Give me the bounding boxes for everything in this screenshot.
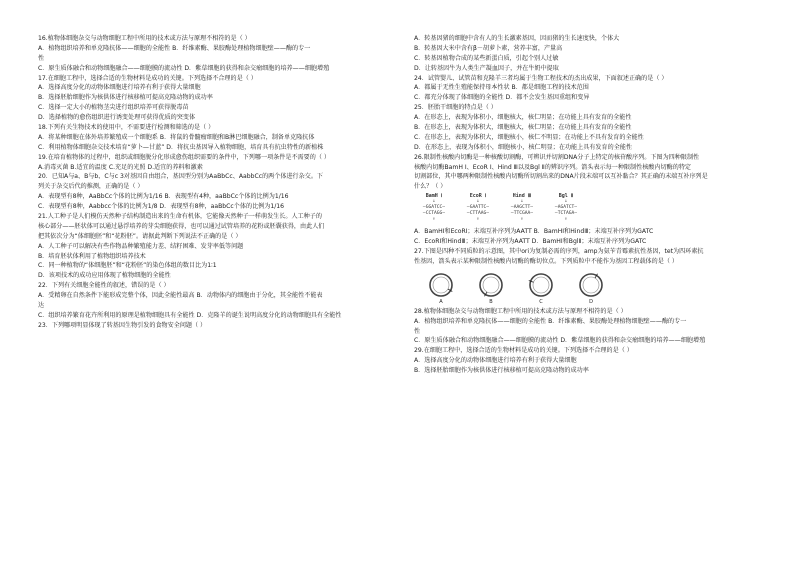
plasmid-ring-icon [477,271,505,299]
text-line: D．让转基因牛为人类生产凝血因子，并在牛奶中提取 [414,64,559,72]
text-line: A．植物组织培养和单克隆抗体——细胞的全能性 B．纤维素酶、果胶酶处理植物细胞壁——酶的专一 [414,317,687,325]
text-line: 25．胚胎干细胞的特点是（ ） [414,104,497,112]
enzyme-bot: ↑ [432,217,436,223]
text-line: 把其依次分为“体细胞胚”和“花粉胚”。请据此判断下列说法不正确的是（ ） [38,232,242,240]
text-line: 核酸内切酶BamH Ⅰ、EcoR Ⅰ、Hind Ⅲ以及Bgl Ⅱ的辨识序列。箭头表示每一种限制性核酸内切酶的特定 [414,163,691,171]
enzyme-s1: —GAATTC— [466,205,490,211]
text-line: B．选择胚胎细胞作为核供体进行核移植可提高克隆动物的成功率 [38,94,213,102]
text-line: A．植物组织培养和单克隆抗体——细胞的全能性 B．纤维素酶、果胶酶处理植物细胞壁——酶的专一 [38,44,311,52]
text-line: 26.限制性核酸内切酶是一种核酸切割酶，可辨识并切割DNA分子上特定的核苷酸序列。下图为四种限制性 [414,153,700,161]
text-line: B．选择胚胎细胞作为核供体进行核移植可提高克隆动物的成功率 [414,367,589,375]
text-line: 27.下图是四种不同质粒的示意图，其中ori为复制必需的序列，amp为氨苄青霉素抗性基因，tet为四环素抗 [414,248,704,256]
enzyme-s1: —AAGCTT— [510,205,534,211]
text-line: C．在形态上，表现为体积大，细胞核小，核仁不明显；在功能上不具有发育的全能性 [414,133,644,141]
enzyme-name: Bgl Ⅱ [558,193,574,200]
text-line: C．转基因植物合成的某些新蛋白质，引起个别人过敏 [414,54,559,62]
enzyme-figure [414,193,770,225]
text-line: C．表现型有8种，Aabbcc个体的比例为1/8 D．表现型有8种，aaBbCc个体的比例为1/16 [38,203,285,211]
text-line: C．原生质体融合和动物细胞融合——细胞膜的流动性 D．紫草细胞的获得和杂交瘤细胞的培养——细胞增殖 [414,337,706,345]
text-line: 性 [414,327,421,335]
plasmid-inner-ring [483,277,499,293]
text-line: A．选择高度分化的动物体细胞进行培养有利于获得大量细胞 [38,84,201,92]
text-line: A．人工种子可以解决有些作物品种繁殖能力差、结籽困难、发芽率低等问题 [38,242,244,250]
text-line: A．转基因猪的细胞中含有人的生长激素基因，因而猪的生长速度快，个体大 [414,35,620,42]
text-line: 列关于杂交后代的推测，正确的是（ ） [38,183,144,191]
text-line: A．受精卵在自然条件下能形成完整个体，因此全能性最高 B．动物体内的细胞由于分化，其全能性不能表 [38,292,323,300]
plasmid-diagram [476,271,506,305]
text-line: B．在形态上，表现为体积大，细胞核大，核仁明显；在功能上具有发育的全能性 [414,124,632,132]
enzyme-name: BamH Ⅰ [425,193,443,200]
text-line: 性基因，箭头表示某种限制性核酸内切酶的酶切位点。下列质粒中不能作为基因工程载体的是（ ） [414,257,678,265]
plasmid-inner-ring [533,277,549,293]
text-line: C．利用植物体细胞杂交技术培育“萝卜—甘蓝” D．将抗虫基因导入植物细胞，培育具有抗虫特性的新植株 [38,143,324,151]
enzyme-bot: ↑ [520,217,524,223]
text-line: 24．试管婴儿、试管苗和克隆羊三者均属于生物工程技术的杰出成果，下面叙述正确的是（ ） [414,74,668,82]
enzyme-name: Hind Ⅲ [512,193,532,200]
text-line: 29.在细胞工程中，选择合适的生物材料是成功的关键。下列选择不合理的是（ ） [414,347,633,355]
enzyme-s1: —GGATCC— [422,205,446,211]
enzyme-name: EcoR Ⅰ [469,193,487,200]
text-line: C．组织培养繁育花卉所利用的原理是植物细胞具有全能性 D．克隆羊的诞生说明高度分化的动物细胞具有全能性 [38,311,342,319]
plasmid-diagram [576,271,606,305]
text-line: 什么？（ ） [414,183,447,191]
text-line: C．EcoRⅠ和HindⅢ；末端互补序列为AATT D．BamHⅠ和BglⅡ；末端互补序列为GATC [414,238,647,246]
text-line: A．都属于无性生殖能保持母本性状 B．都是细胞工程的技术范围 [414,84,589,92]
text-line: 17.在细胞工程中，选择合适的生物材料是成功的关键。下列选择不合理的是（ ） [38,74,257,82]
plasmid-label: A [439,298,443,305]
enzyme-site [502,193,542,225]
text-line: C．选择一定大小的植物茎尖进行组织培养可获得脱毒苗 [38,104,189,112]
text-line: B．转基因大米中含有β－胡萝卜素，营养丰富，产量高 [414,44,563,52]
text-line: 21.人工种子是人们模仿天然种子结构制造出来的生命有机体，它能像天然种子一样萌发生长。人工种子的 [38,213,322,221]
text-line: A．将某种细胞在体外培养繁殖成一个细胞系 B．将鼠的骨髓瘤细胞和B淋巴细胞融合，制备单克隆抗体 [38,133,315,141]
enzyme-bot: ↑ [476,217,480,223]
plasmid-inner-ring [583,277,599,293]
text-line: 切割部位，其中哪两种限制性核酸内切酶所切割出来的DNA片段末端可以互补黏合？其正确的末端互补序列是 [414,173,708,181]
text-line: 达 [38,302,45,310]
enzyme-site [414,193,454,225]
text-line: 22．下列有关细胞全能性的叙述，错误的是（ ） [38,282,170,290]
plasmid-label: D [589,298,593,305]
enzyme-bot: ↑ [564,217,568,223]
right-top-block [414,34,770,192]
enzyme-s2: —TTCGAA— [510,211,534,217]
right-mid-block [414,227,770,267]
plasmid-ring-icon [527,271,555,299]
text-line: 16.植物体细胞杂交与动物细胞工程中所用的技术或方法与原理不相符的是（ ） [38,35,251,42]
text-line: D．在形态上，表现为体积小，细胞核小，核仁明显；在功能上具有发育的全能性 [414,143,632,151]
right-bottom-block [414,307,770,376]
plasmid-diagram [426,271,456,305]
plasmid-label: B [489,298,493,305]
enzyme-top: ↓ [476,199,480,205]
plasmid-label: C [539,298,543,305]
text-line: 19.在培育植物体的过程中，组织或细胞脱分化形成愈伤组织需要的条件中，下列哪一项条件是不需要的（ ） [38,153,330,161]
text-line: A．BamHⅠ和EcoRⅠ；末端互补序列为AATT B．BamHⅠ和HindⅢ；末端互补序列为GATC [414,228,654,236]
text-line: C．都充分体现了体细胞的全能性 D．都不会发生基因重组和变异 [414,94,590,102]
enzyme-s2: —TCTAGA— [554,211,578,217]
left-column [38,34,394,331]
right-column [414,34,770,376]
text-line: A.消毒灭菌 B.适宜的温度 C.充足的光照 D.适宜的养料和激素 [38,163,203,171]
text-line: 性 [38,54,45,62]
text-line: 23．下列哪项明显体现了转基因生物引发的食物安全问题（ ） [38,321,207,329]
enzyme-s2: —CCTAGG— [422,211,446,217]
text-line: A．表现型有8种，AaBbCc个体的比例为1/16 B．表现型有4种，aaBbCc个体的比例为1/16 [38,193,289,201]
plasmid-ring-icon [577,271,605,299]
text-line: A．选择高度分化的动物体细胞进行培养有利于获得大量细胞 [414,357,577,365]
text-line: 20．已知A与a、B与b、C与c 3对基因自由组合，基因型分别为AaBbCc、AabbCc的两个体进行杂交。下 [38,173,324,181]
text-line: A．在形态上，表现为体积小，细胞核大，核仁明显；在功能上具有发育的全能性 [414,114,632,122]
text-line: C．同一种植物的“体细胞胚”和“花粉胚”的染色体组的数目比为1∶1 [38,262,217,270]
plasmid-diagram [526,271,556,305]
text-line: 核心部分——胚状体可以通过悬浮培养的芽尖细胞获得，也可以通过试管培养的花粉或胚囊获得，由此人们 [38,222,325,230]
enzyme-top: ↓ [520,199,524,205]
enzyme-s2: —CTTAAG— [466,211,490,217]
plasmid-inner-ring [433,277,449,293]
enzyme-s1: —AGATCT— [554,205,578,211]
enzyme-top: ↓ [432,199,436,205]
text-line: D．该项技术的成功应用体现了植物细胞的全能性 [38,272,171,280]
text-line: C．原生质体融合和动物细胞融合——细胞膜的流动性 D．紫草细胞的获得和杂交瘤细胞的培养——细胞增殖 [38,64,330,72]
enzyme-site [458,193,498,225]
text-line: B．培育胚状体利用了植物组织培养技术 [38,252,146,260]
text-line: 18.下列有关生物技术的使用中，不需要进行检测和筛选的是（ ） [38,124,215,132]
enzyme-top: ↓ [564,199,568,205]
enzyme-site [546,193,586,225]
text-line: 28.植物体细胞杂交与动物细胞工程中所用的技术或方法与原理不相符的是（ ） [414,307,627,315]
plasmid-figure [426,269,770,305]
text-line: D．选择植物的愈伤组织进行诱变处理可获得优质的突变体 [38,114,196,122]
plasmid-ring-icon [427,271,455,299]
